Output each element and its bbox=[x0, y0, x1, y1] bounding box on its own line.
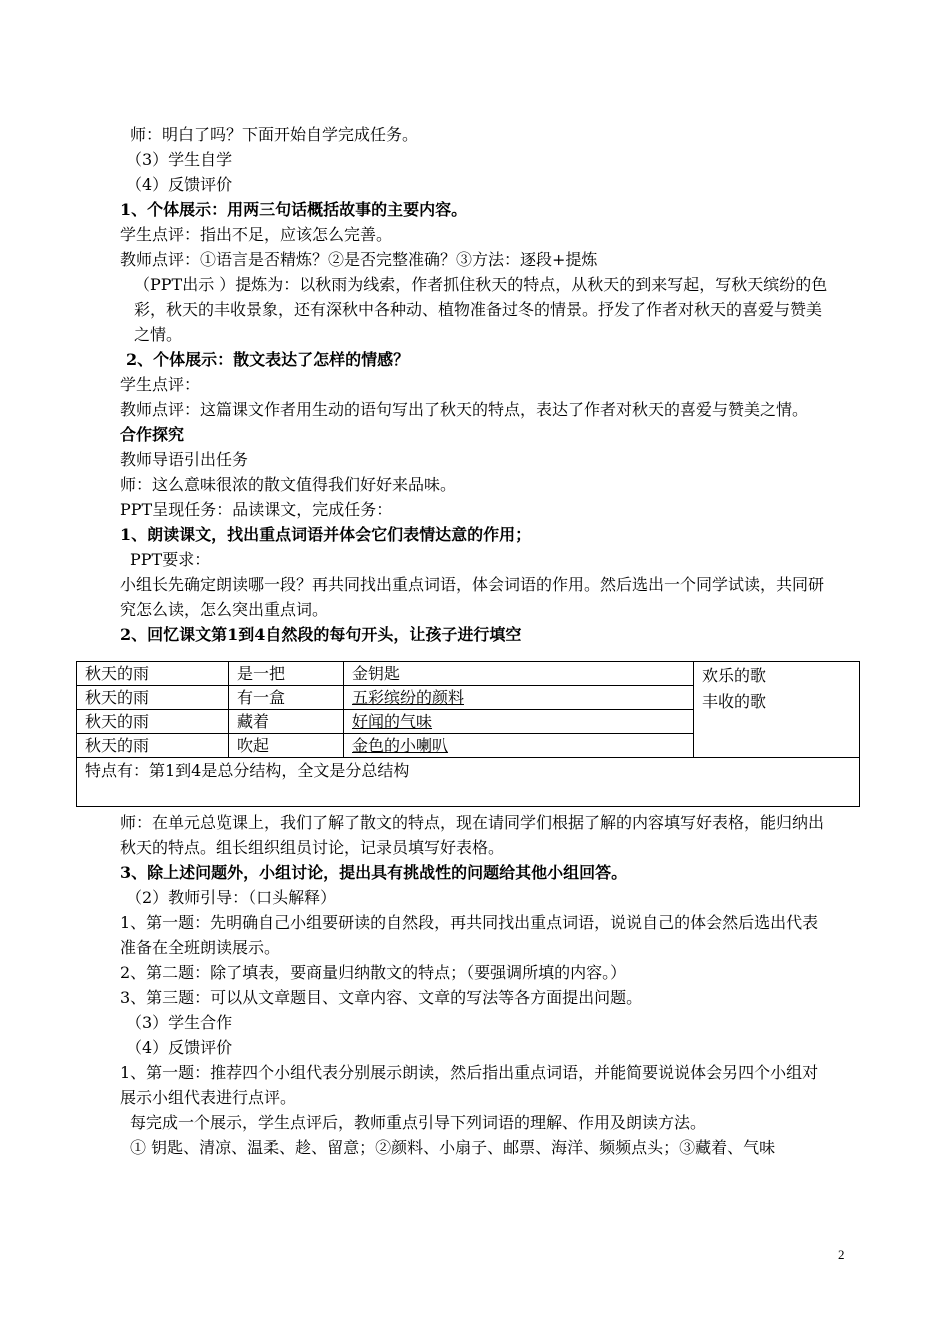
table-footer: 特点有：第1到4是总分结构，全文是分总结构 bbox=[77, 758, 860, 807]
text-block-after-table bbox=[120, 810, 830, 1160]
text-line: 学生点评：指出不足，应该怎么完善。 bbox=[120, 225, 393, 244]
text-line: 1、第一题：先明确自己小组要研读的自然段，再共同找出重点词语，说说自己的体会然后选出代表准备在全班朗读展示。 bbox=[120, 913, 819, 957]
table-cell: 秋天的雨 bbox=[77, 686, 229, 710]
text-line: （4）反馈评价 bbox=[126, 175, 233, 194]
text-line: （3）学生自学 bbox=[126, 150, 233, 169]
table-cell: 藏着 bbox=[229, 710, 344, 734]
text-line: 师：这么意味很浓的散文值得我们好好来品味。 bbox=[120, 475, 457, 494]
text-line: ① 钥匙、清凉、温柔、趁、留意；②颜料、小扇子、邮票、海洋、频频点头；③藏着、气味 bbox=[130, 1138, 776, 1157]
table-row bbox=[77, 662, 860, 686]
text-line: PPT要求： bbox=[130, 550, 211, 569]
heading-line: 合作探究 bbox=[120, 425, 185, 444]
text-line: 每完成一个展示，学生点评后，教师重点引导下列词语的理解、作用及朗读方法。 bbox=[130, 1113, 707, 1132]
table-footer-row bbox=[77, 758, 860, 807]
text-block-before-table bbox=[120, 122, 830, 647]
right-text: 欢乐的歌 bbox=[702, 666, 767, 685]
text-line: 3、第三题：可以从文章题目、文章内容、文章的写法等各方面提出问题。 bbox=[120, 988, 643, 1007]
text-line: PPT呈现任务：品读课文，完成任务： bbox=[120, 500, 393, 519]
text-line: 教师导语引出任务 bbox=[120, 450, 249, 469]
page-number: 2 bbox=[838, 1247, 845, 1262]
text-line: （2）教师引导：（口头解释） bbox=[126, 888, 337, 907]
table-cell: 金钥匙 bbox=[344, 662, 694, 686]
underlined-answer: 好闻的气味 bbox=[352, 712, 433, 731]
underlined-answer: 金色的小喇叭 bbox=[352, 736, 449, 755]
underlined-answer: 五彩缤纷的颜料 bbox=[352, 688, 465, 707]
heading-line: 3、除上述问题外，小组讨论，提出具有挑战性的问题给其他小组回答。 bbox=[120, 863, 628, 882]
text-line: 2、第二题：除了填表，要商量归纳散文的特点；（要强调所填的内容。） bbox=[120, 963, 627, 982]
heading-line: 2、回忆课文第1到4自然段的每句开头，让孩子进行填空 bbox=[120, 625, 522, 644]
text-line: 教师点评：①语言是否精炼？②是否完整准确？③方法：逐段+提炼 bbox=[120, 250, 598, 269]
text-line: （3）学生合作 bbox=[126, 1013, 233, 1032]
right-text: 丰收的歌 bbox=[702, 692, 767, 711]
text-line: 师：明白了吗？下面开始自学完成任务。 bbox=[130, 125, 419, 144]
table-cell: 秋天的雨 bbox=[77, 734, 229, 758]
document-page bbox=[85, 122, 830, 1160]
table-cell bbox=[344, 734, 694, 758]
heading-line: 1、个体展示：用两三句话概括故事的主要内容。 bbox=[120, 200, 468, 219]
table-cell bbox=[344, 710, 694, 734]
table-cell: 吹起 bbox=[229, 734, 344, 758]
fill-in-table bbox=[76, 661, 860, 807]
text-line: 小组长先确定朗读哪一段？再共同找出重点词语，体会词语的作用。然后选出一个同学试读，共同研究怎么读，怎么突出重点词。 bbox=[120, 575, 825, 619]
text-line: 教师点评：这篇课文作者用生动的语句写出了秋天的特点，表达了作者对秋天的喜爱与赞美之情。 bbox=[120, 400, 809, 419]
heading-line: 1、朗读课文，找出重点词语并体会它们表情达意的作用； bbox=[120, 525, 532, 544]
text-line: 1、第一题：推荐四个小组代表分别展示朗读，然后指出重点词语，并能简要说说体会另四个小组对展示小组代表进行点评。 bbox=[120, 1063, 819, 1107]
heading-line: 2、个体展示：散文表达了怎样的情感？ bbox=[126, 350, 410, 369]
text-line: 师：在单元总览课上，我们了解了散文的特点，现在请同学们根据了解的内容填写好表格，能归纳出秋天的特点。组长组织组员讨论，记录员填写好表格。 bbox=[120, 813, 825, 857]
table-cell: 是一把 bbox=[229, 662, 344, 686]
table-cell bbox=[344, 686, 694, 710]
text-line: 学生点评： bbox=[120, 375, 201, 394]
text-line: （PPT出示 ）提炼为：以秋雨为线索，作者抓住秋天的特点，从秋天的到来写起，写秋天缤纷的色彩，秋天的丰收景象，还有深秋中各种动、植物准备过冬的情景。抒发了作者对秋天的喜爱与赞美之情。 bbox=[134, 275, 828, 344]
text-line: （4）反馈评价 bbox=[126, 1038, 233, 1057]
table-cell: 有一盒 bbox=[229, 686, 344, 710]
right-cell bbox=[694, 662, 860, 758]
table-cell: 秋天的雨 bbox=[77, 662, 229, 686]
table-cell: 秋天的雨 bbox=[77, 710, 229, 734]
